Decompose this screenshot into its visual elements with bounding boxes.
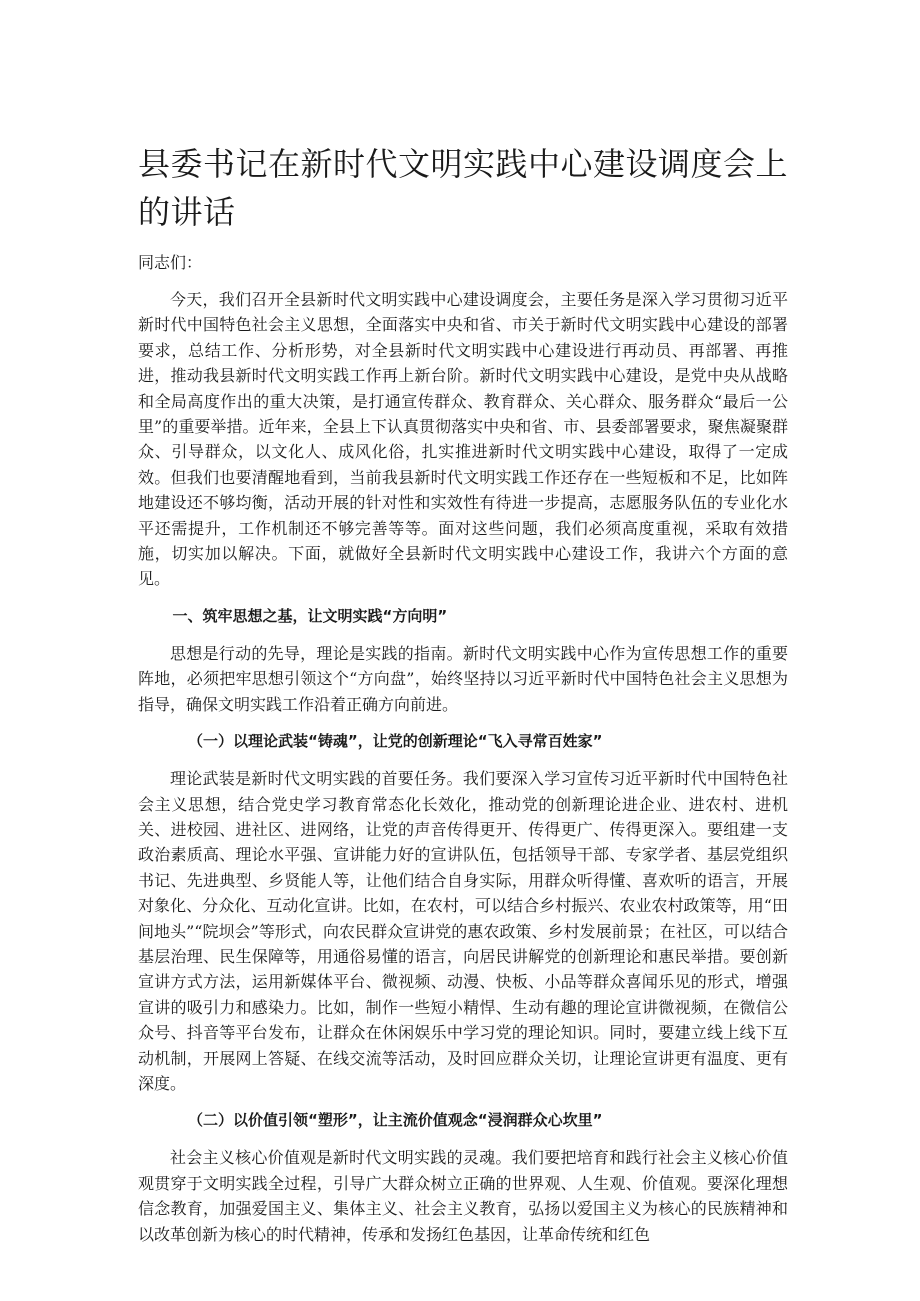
subsection-2-heading: （二）以价值引领“塑形”，让主流价值观念“浸润群众心坎里” xyxy=(188,1111,603,1130)
intro-paragraph: 今天，我们召开全县新时代文明实践中心建设调度会，主要任务是深入学习贯彻习近平新时代中国特色社会主义思想，全面落实中央和省、市关于新时代文明实践中心建设的部署要求，总结工作、分析形势，对全县新时代文明实践中心建设进行再动员、再部署、再推进，推动我县新时代文明实践工作再上新台阶。新时代文明实践中心建设，是党中央从战略和全局高度作出的重大决策，是打通宣传群众、教育群众、关心群众、服务群众“最后一公里”的重要举措。近年来，全县上下认真贯彻落实中央和省、市、县委部署要求，聚焦凝聚群众、引导群众，以文化人、成风化俗，扎实推进新时代文明实践中心建设，取得了一定成效。但我们也要清醒地看到，当前我县新时代文明实践工作还存在一些短板和不足，比如阵地建设还不够均衡，活动开展的针对性和实效性有待进一步提高，志愿服务队伍的专业化水平还需提升，工作机制还不够完善等等。面对这些问题，我们必须高度重视，采取有效措施，切实加以解决。下面，就做好全县新时代文明实践中心建设工作，我讲六个方面的意见。 xyxy=(138,290,788,589)
subsection-1-paragraph: 理论武装是新时代文明实践的首要任务。我们要深入学习宣传习近平新时代中国特色社会主义思想，结合党史学习教育常态化长效化，推动党的创新理论进企业、进农村、进机关、进校园、进社区、进网络，让党的声音传得更开、传得更广、传得更深入。要组建一支政治素质高、理论水平强、宣讲能力好的宣讲队伍，包括领导干部、专家学者、基层党组织书记、先进典型、乡贤能人等，让他们结合自身实际，用群众听得懂、喜欢听的语言，开展对象化、分众化、互动化宣讲。比如，在农村，可以结合乡村振兴、农业农村政策等，用“田间地头”“院坝会”等形式，向农民群众宣讲党的惠农政策、乡村发展前景；在社区，可以结合基层治理、民生保障等，用通俗易懂的语言，向居民讲解党的创新理论和惠民举措。要创新宣讲方式方法，运用新媒体平台、微视频、动漫、快板、小品等群众喜闻乐见的形式，增强宣讲的吸引力和感染力。比如，制作一些短小精悍、生动有趣的理论宣讲微视频，在微信公众号、抖音等平台发布，让群众在休闲娱乐中学习党的理论知识。同时，要建立线上线下互动机制，开展网上答疑、在线交流等活动，及时回应群众关切，让理论宣讲更有温度、更有深度。 xyxy=(138,769,788,1093)
section-1-heading: 一、筑牢思想之基，让文明实践“方向明” xyxy=(172,606,448,625)
subsection-2-paragraph: 社会主义核心价值观是新时代文明实践的灵魂。我们要把培育和践行社会主义核心价值观贯穿于文明实践全过程，引导广大群众树立正确的世界观、人生观、价值观。要深化理想信念教育，加强爱国主义、集体主义、社会主义教育，弘扬以爱国主义为核心的民族精神和以改革创新为核心的时代精神，传承和发扬红色基因，让革命传统和红色 xyxy=(138,1148,788,1244)
document-title: 县委书记在新时代文明实践中心建设调度会上的讲话 xyxy=(138,145,789,231)
salutation: 同志们： xyxy=(138,253,203,272)
subsection-1-heading: （一）以理论武装“铸魂”，让党的创新理论“飞入寻常百姓家” xyxy=(188,732,603,751)
section-1-paragraph: 思想是行动的先导，理论是实践的指南。新时代文明实践中心作为宣传思想工作的重要阵地，必须把牢思想引领这个“方向盘”，始终坚持以习近平新时代中国特色社会主义思想为指导，确保文明实践工作沿着正确方向前进。 xyxy=(138,643,788,714)
